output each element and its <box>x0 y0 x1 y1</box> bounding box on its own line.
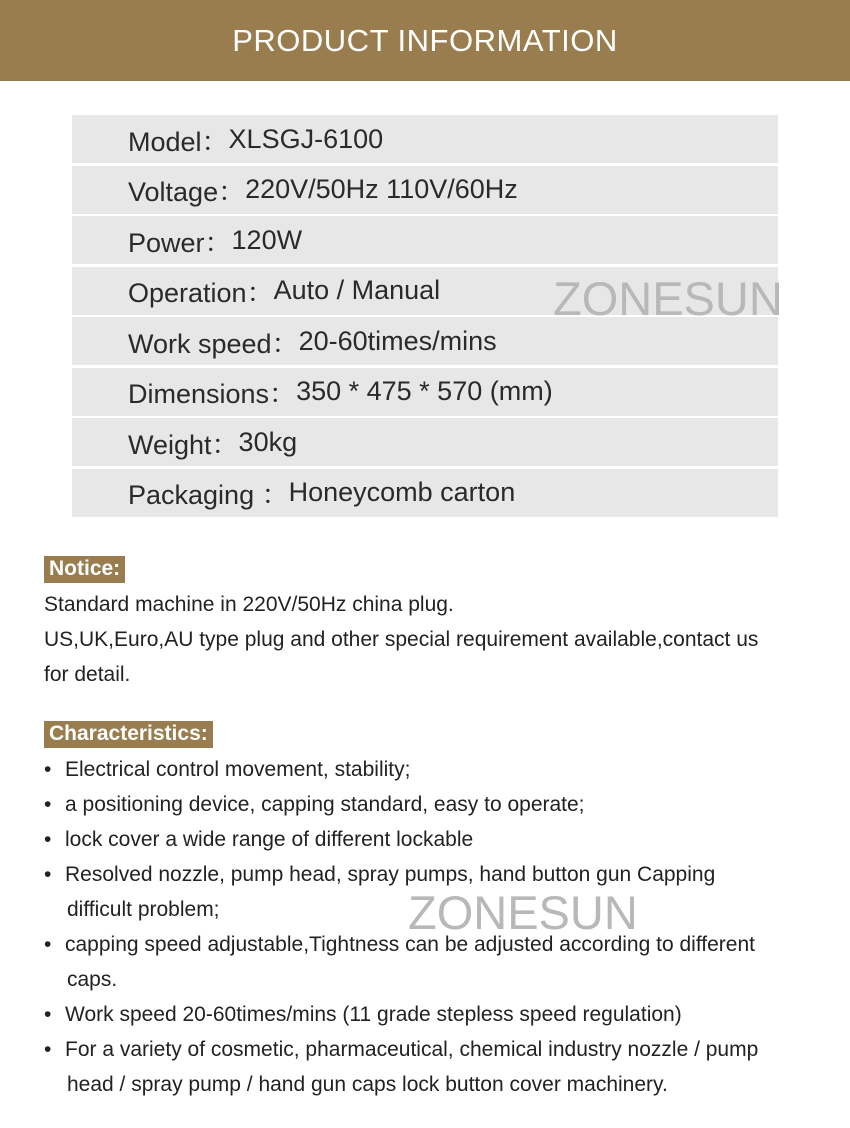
list-item <box>44 822 834 857</box>
spec-row-weight <box>72 418 778 466</box>
list-item <box>44 927 834 997</box>
list-item-text: For a variety of cosmetic, pharmaceutical, chemical industry nozzle / pump <box>65 1038 759 1061</box>
spec-row-work-speed <box>72 317 778 365</box>
bullet-icon: • <box>44 758 52 781</box>
list-item-text-continued: head / spray pump / hand gun caps lock button cover machinery. <box>67 1073 668 1096</box>
spec-label: Operation： <box>128 278 274 308</box>
spec-value: 20-60times/mins <box>298 325 497 356</box>
spec-label: Voltage： <box>128 177 246 207</box>
spec-label: Work speed： <box>128 328 299 359</box>
list-item-text: capping speed adjustable,Tightness can be adjusted according to different <box>65 933 755 956</box>
notice-line: US,UK,Euro,AU type plug and other special requirement available,contact us <box>44 628 759 651</box>
bullet-icon: • <box>44 863 52 886</box>
notice-text <box>44 587 814 692</box>
spec-value: 220V/50Hz 110V/60Hz <box>245 174 518 204</box>
bullet-icon: • <box>44 828 52 851</box>
list-item <box>44 1032 834 1102</box>
spec-value: Auto / Manual <box>273 275 441 305</box>
spec-label: Model： <box>128 126 229 157</box>
spec-label: Weight： <box>128 429 239 460</box>
spec-row-voltage <box>72 166 778 214</box>
spec-row-power <box>72 216 778 264</box>
bullet-icon: • <box>44 793 52 816</box>
spec-row-operation <box>72 267 778 315</box>
list-item-text: Resolved nozzle, pump head, spray pumps, hand button gun Capping <box>65 863 716 886</box>
spec-label: Dimensions： <box>128 379 297 409</box>
spec-value: 350 * 475 * 570 (mm) <box>296 376 553 406</box>
header-banner <box>0 0 850 81</box>
spec-row-packaging <box>72 469 778 517</box>
spec-label: Packaging ： <box>128 480 289 510</box>
spec-label: Power： <box>128 227 232 258</box>
notice-label: Notice: <box>44 556 125 583</box>
list-item <box>44 787 834 822</box>
list-item <box>44 752 834 787</box>
bullet-icon: • <box>44 1038 52 1061</box>
notice-line: Standard machine in 220V/50Hz china plug. <box>44 593 454 616</box>
bullet-icon: • <box>44 933 52 956</box>
list-item <box>44 857 834 927</box>
spec-row-dimensions <box>72 368 778 416</box>
brand-watermark: ZONESUN <box>408 886 638 939</box>
page-title: PRODUCT INFORMATION <box>232 22 618 58</box>
brand-watermark: ZONESUN <box>553 272 783 325</box>
spec-value: 30kg <box>238 426 298 457</box>
list-item-text-continued: caps. <box>67 968 118 991</box>
spec-table <box>72 115 778 517</box>
list-item <box>44 997 834 1032</box>
bullet-icon: • <box>44 1003 52 1026</box>
list-item-text: a positioning device, capping standard, easy to operate; <box>65 793 585 816</box>
list-item-text: Work speed 20-60times/mins (11 grade stepless speed regulation) <box>65 1003 682 1026</box>
spec-value: 120W <box>231 224 303 255</box>
characteristics-list <box>44 752 834 1102</box>
list-item-text: Electrical control movement, stability; <box>65 758 411 781</box>
spec-row-model <box>72 115 778 163</box>
notice-line: for detail. <box>44 663 131 686</box>
list-item-text: lock cover a wide range of different lockable <box>65 828 474 851</box>
spec-value: Honeycomb carton <box>288 477 516 507</box>
characteristics-label: Characteristics: <box>44 721 213 748</box>
list-item-text-continued: difficult problem; <box>67 898 220 921</box>
spec-value: XLSGJ-6100 <box>228 123 384 154</box>
